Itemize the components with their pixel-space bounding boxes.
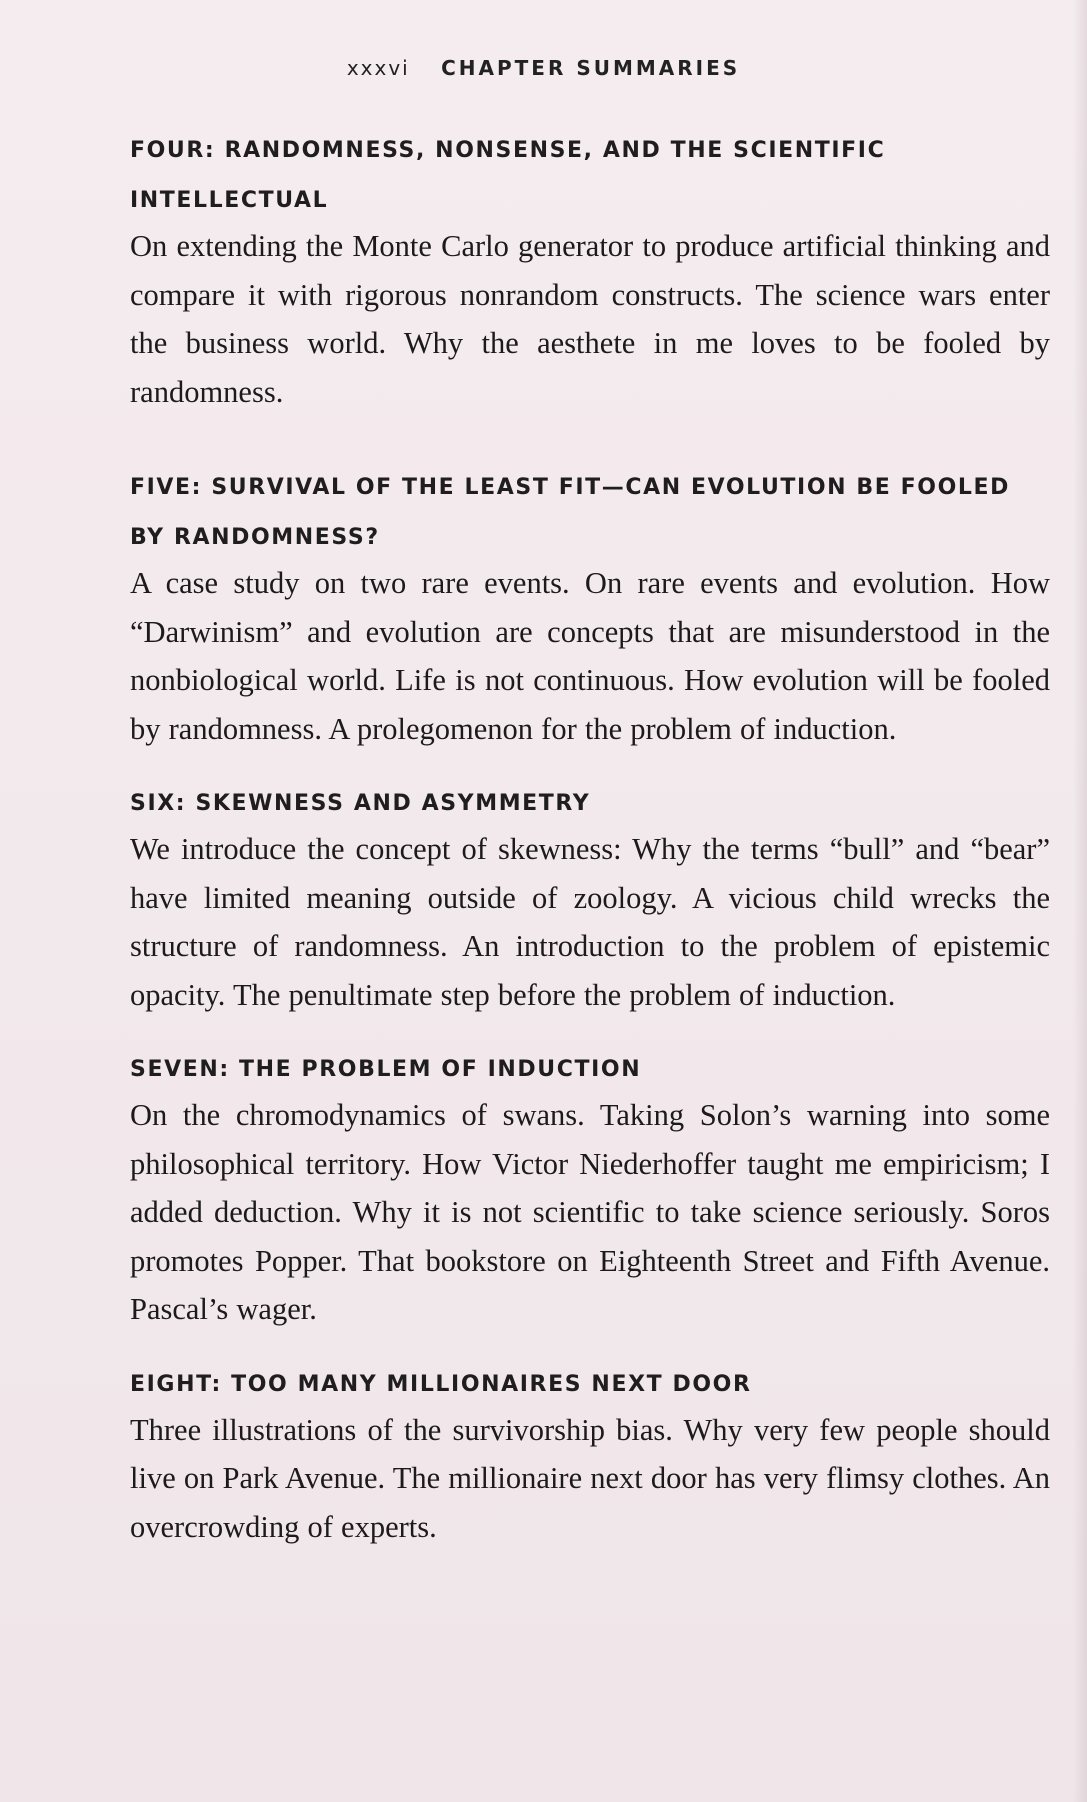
summary-chapter-seven — [130, 1045, 1050, 1334]
running-head-title: CHAPTER SUMMARIES — [441, 56, 741, 80]
running-head — [0, 56, 1087, 80]
chapter-summary-text: On the chromodynamics of swans. Taking Solon’s warning into some philosophical territory. How Victor Niederhoffer taught me empiricism; I added deduction. Why it is not scientific to take science seriously. Soros promotes Popper. That bookstore on Eighteenth Street and Fifth Avenue. Pascal’s wager. — [130, 1098, 1050, 1326]
chapter-heading: SEVEN: THE PROBLEM OF INDUCTION — [130, 1057, 642, 1082]
summary-chapter-four — [130, 126, 1050, 416]
chapter-heading — [130, 126, 1050, 226]
chapter-summary-text: On extending the Monte Carlo generator to produce artificial thinking and compare it with rigorous nonrandom constructs. The science wars enter the business world. Why the aesthete in me loves to be fooled by randomness. — [130, 229, 1050, 409]
summary-chapter-eight — [130, 1360, 1050, 1552]
chapter-summaries — [130, 126, 1050, 1551]
summary-chapter-five — [130, 463, 1050, 753]
chapter-summary-text: We introduce the concept of skewness: Why the terms “bull” and “bear” have limited meaning outside of zoology. A vicious child wrecks the structure of randomness. An introduction to the problem of epistemic opacity. The penultimate step before the problem of induction. — [130, 832, 1050, 1012]
chapter-heading: EIGHT: TOO MANY MILLIONAIRES NEXT DOOR — [130, 1371, 752, 1397]
chapter-heading-line: FIVE: SURVIVAL OF THE LEAST FIT—CAN EVOLUTION BE FOOLED — [130, 475, 1010, 500]
chapter-heading — [130, 463, 1050, 563]
chapter-heading-line: FOUR: RANDOMNESS, NONSENSE, AND THE SCIENTIFIC — [130, 138, 886, 163]
page-edge-shadow — [1073, 0, 1087, 1802]
summary-chapter-six — [130, 779, 1050, 1019]
page-number: xxxvi — [346, 56, 410, 80]
chapter-heading-line: INTELLECTUAL — [130, 188, 329, 213]
chapter-heading-line: BY RANDOMNESS? — [130, 525, 380, 550]
chapter-summary-text: A case study on two rare events. On rare events and evolution. How “Darwinism” and evolution are concepts that are misunderstood in the nonbiological world. Life is not continuous. How evolution will be fooled by randomness. A prolegomenon for the problem of induction. — [130, 566, 1050, 746]
chapter-summary-text: Three illustrations of the survivorship bias. Why very few people should live on Park Avenue. The millionaire next door has very flimsy clothes. An overcrowding of experts. — [130, 1412, 1050, 1544]
chapter-heading: SIX: SKEWNESS AND ASYMMETRY — [130, 791, 591, 816]
